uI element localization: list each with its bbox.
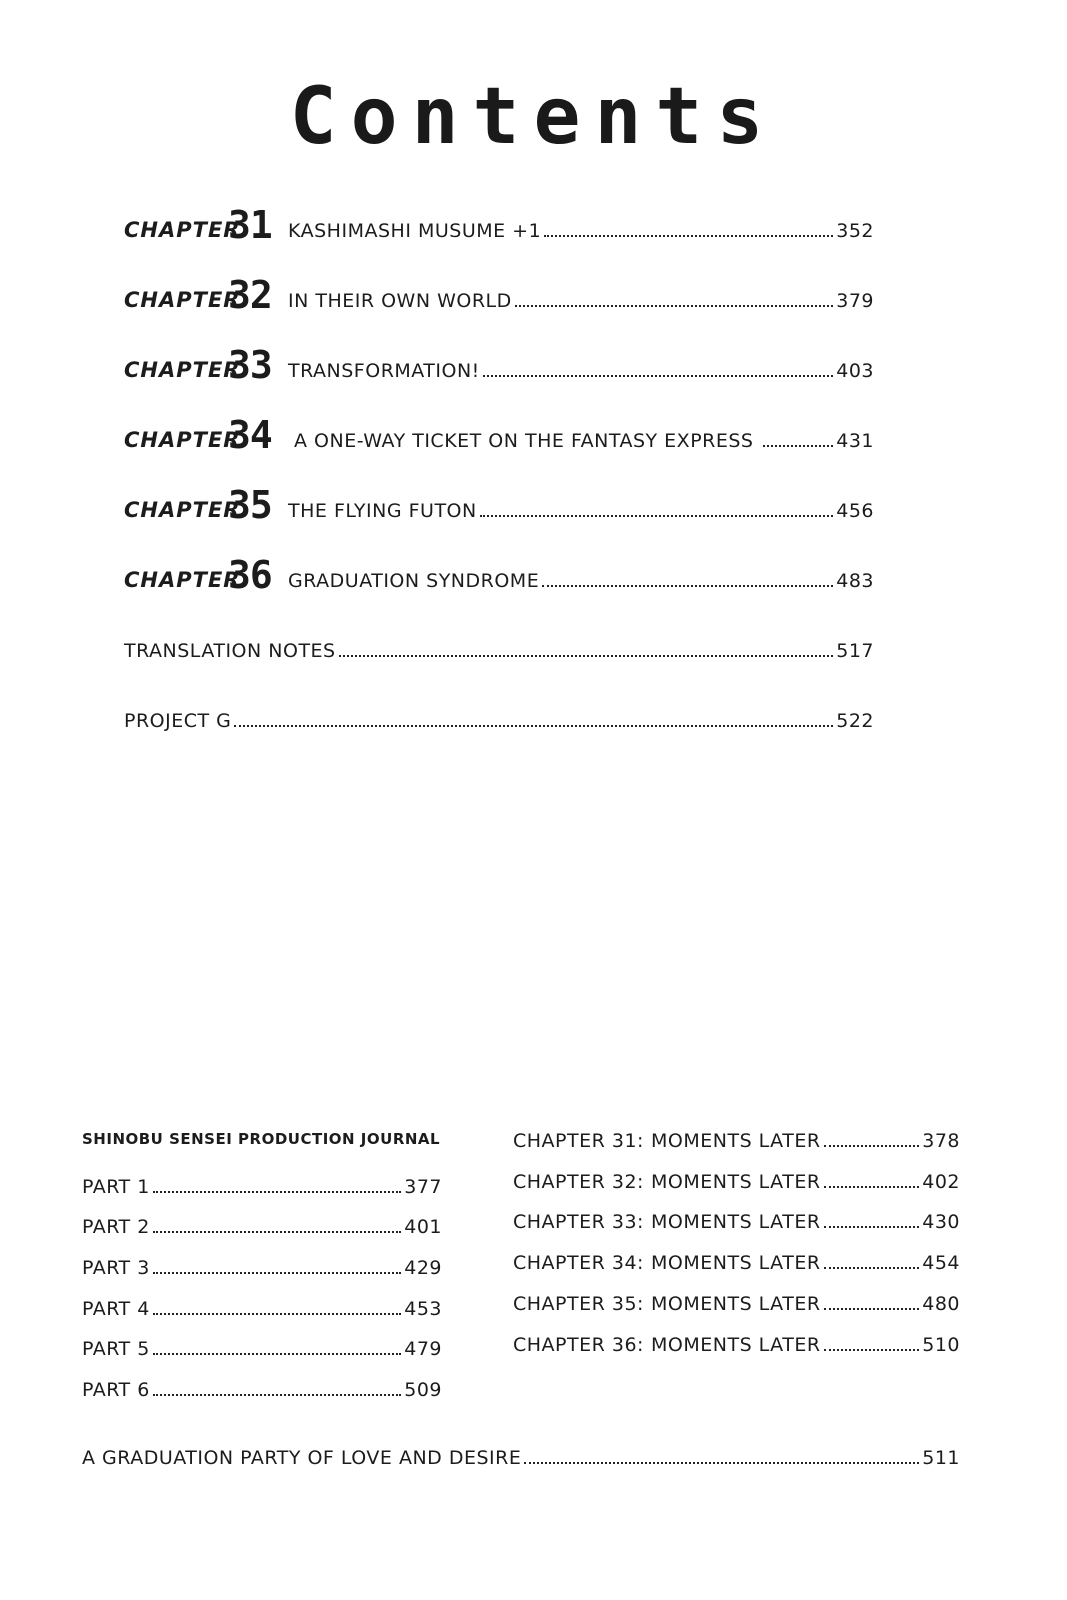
moments-later-36[interactable]: [513, 1330, 960, 1356]
dot-leader: [153, 1191, 401, 1193]
chapter-label: CHAPTER: [124, 358, 241, 382]
page-number: 352: [836, 220, 874, 242]
chapter-label: CHAPTER: [124, 498, 241, 522]
page-number: 403: [836, 360, 874, 382]
journal-heading: SHINOBU SENSEI PRODUCTION JOURNAL: [82, 1130, 441, 1148]
entry-title: TRANSLATION NOTES: [124, 640, 336, 662]
toc-graduation-party[interactable]: [82, 1443, 960, 1469]
part-title: PART 2: [82, 1216, 150, 1238]
chapter-number: 36: [228, 553, 272, 597]
chapter-title: A ONE-WAY TICKET ON THE FANTASY EXPRESS: [294, 430, 754, 452]
dot-leader: [153, 1313, 401, 1315]
toc-translation-notes[interactable]: [124, 616, 874, 662]
dot-leader: [153, 1272, 401, 1274]
dot-leader: [824, 1308, 920, 1310]
toc-chapter-36[interactable]: [124, 546, 874, 597]
chapter-label: CHAPTER: [124, 218, 241, 242]
moments-later-35[interactable]: [513, 1289, 960, 1315]
dot-leader: [542, 585, 833, 587]
chapter-label: CHAPTER: [124, 288, 241, 312]
chapter-number: 32: [228, 273, 272, 317]
entry-title: MOMENTS LATER: [651, 1334, 821, 1356]
page-number: 431: [836, 430, 874, 452]
entry-title: MOMENTS LATER: [651, 1211, 821, 1233]
dot-leader: [763, 445, 833, 447]
chapter-number: 31: [228, 203, 272, 247]
page-number: 379: [836, 290, 874, 312]
page-title: Contents: [289, 72, 778, 162]
page-number: 522: [836, 710, 874, 732]
entry-title: PROJECT G: [124, 710, 232, 732]
toc-chapter-31[interactable]: [124, 196, 874, 247]
page-number: 509: [404, 1379, 442, 1401]
toc-chapter-34[interactable]: [124, 406, 874, 457]
dot-leader: [234, 725, 833, 727]
dot-leader: [824, 1349, 920, 1351]
dot-leader: [824, 1186, 920, 1188]
page-number: 511: [922, 1447, 960, 1469]
page-number: 402: [922, 1171, 960, 1193]
page-number: 378: [922, 1130, 960, 1152]
part-title: PART 5: [82, 1338, 150, 1360]
chapter-label: CHAPTER: [124, 568, 241, 592]
journal-part-5[interactable]: [82, 1334, 442, 1360]
dot-leader: [153, 1394, 401, 1396]
page-number: 510: [922, 1334, 960, 1356]
chapter-ref: CHAPTER 31:: [513, 1130, 644, 1152]
chapter-number: 33: [228, 343, 272, 387]
part-title: PART 6: [82, 1379, 150, 1401]
toc-project-g[interactable]: [124, 686, 874, 732]
moments-later-32[interactable]: [513, 1167, 960, 1193]
entry-title: MOMENTS LATER: [651, 1293, 821, 1315]
entry-title: MOMENTS LATER: [651, 1252, 821, 1274]
chapter-ref: CHAPTER 34:: [513, 1252, 644, 1274]
page-number: 453: [404, 1298, 442, 1320]
dot-leader: [824, 1145, 920, 1147]
entry-title: MOMENTS LATER: [651, 1171, 821, 1193]
dot-leader: [824, 1267, 920, 1269]
chapter-number: 35: [228, 483, 272, 527]
journal-part-1[interactable]: [82, 1172, 442, 1198]
dot-leader: [153, 1231, 401, 1233]
page-number: 480: [922, 1293, 960, 1315]
dot-leader: [524, 1462, 919, 1464]
chapter-title: KASHIMASHI MUSUME +1: [288, 220, 542, 242]
page-number: 479: [404, 1338, 442, 1360]
part-title: PART 4: [82, 1298, 150, 1320]
chapter-title: IN THEIR OWN WORLD: [288, 290, 512, 312]
page-number: 517: [836, 640, 874, 662]
journal-part-6[interactable]: [82, 1375, 442, 1401]
entry-title: MOMENTS LATER: [651, 1130, 821, 1152]
journal-part-3[interactable]: [82, 1253, 442, 1279]
page-number: 454: [922, 1252, 960, 1274]
chapter-ref: CHAPTER 32:: [513, 1171, 644, 1193]
moments-later-34[interactable]: [513, 1248, 960, 1274]
chapter-label: CHAPTER: [124, 428, 241, 452]
dot-leader: [824, 1226, 920, 1228]
dot-leader: [483, 375, 833, 377]
dot-leader: [544, 235, 833, 237]
journal-part-2[interactable]: [82, 1212, 442, 1238]
moments-later-33[interactable]: [513, 1207, 960, 1233]
part-title: PART 1: [82, 1176, 150, 1198]
toc-chapter-35[interactable]: [124, 476, 874, 527]
dot-leader: [515, 305, 833, 307]
chapter-ref: CHAPTER 36:: [513, 1334, 644, 1356]
dot-leader: [480, 515, 834, 517]
page-number: 401: [404, 1216, 442, 1238]
dot-leader: [339, 655, 834, 657]
page-number: 456: [836, 500, 874, 522]
chapter-title: THE FLYING FUTON: [288, 500, 477, 522]
page-number: 483: [836, 570, 874, 592]
dot-leader: [153, 1353, 401, 1355]
page-number: 430: [922, 1211, 960, 1233]
moments-later-31[interactable]: [513, 1126, 960, 1152]
journal-part-4[interactable]: [82, 1294, 442, 1320]
page-number: 429: [404, 1257, 442, 1279]
toc-chapter-32[interactable]: [124, 266, 874, 317]
chapter-title: GRADUATION SYNDROME: [288, 570, 540, 592]
chapter-ref: CHAPTER 33:: [513, 1211, 644, 1233]
chapter-title: TRANSFORMATION!: [288, 360, 480, 382]
chapter-number: 34: [228, 413, 272, 457]
page-number: 377: [404, 1176, 442, 1198]
entry-title: A GRADUATION PARTY OF LOVE AND DESIRE: [82, 1447, 522, 1469]
toc-chapter-33[interactable]: [124, 336, 874, 387]
part-title: PART 3: [82, 1257, 150, 1279]
chapter-ref: CHAPTER 35:: [513, 1293, 644, 1315]
